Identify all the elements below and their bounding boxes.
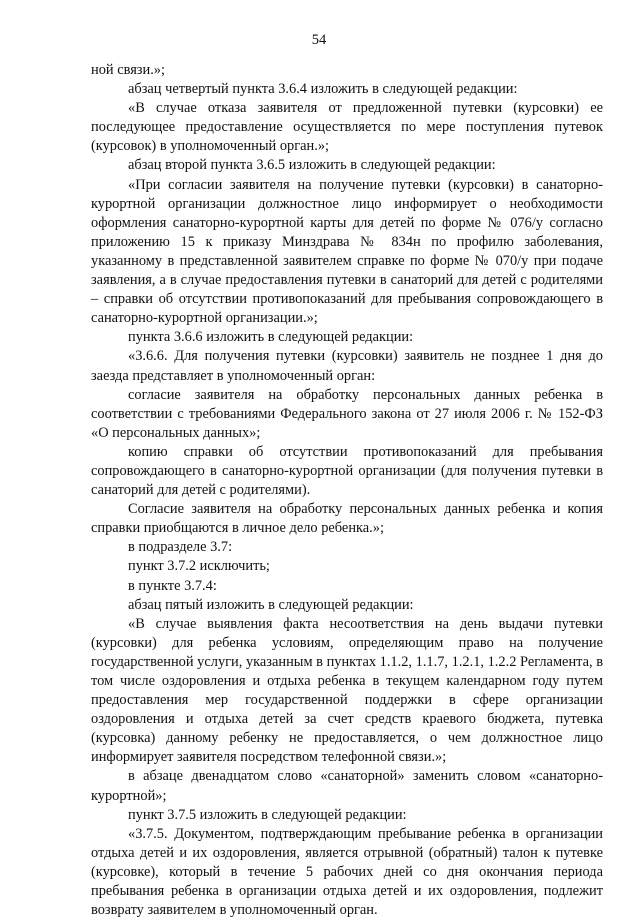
- paragraph: «В случае отказа заявителя от предложенной путевки (курсовки) ее последующее предоставление осуществляется по мере поступления путевок (курсовок) в уполномоченный орган.»;: [91, 100, 603, 155]
- paragraph: в подразделе 3.7:: [128, 539, 233, 556]
- paragraph: в абзаце двенадцатом слово «санаторной» заменить словом «санаторно-курортной»;: [91, 768, 603, 804]
- paragraph: Согласие заявителя на обработку персональных данных ребенка и копия справки приобщаются в личное дело ребенка.»;: [91, 501, 603, 537]
- paragraph: в пункте 3.7.4:: [128, 577, 217, 594]
- paragraph: копию справки об отсутствии противопоказаний для пребывания сопровождающего в санаторно-курортной организации (для получения путевки в санаторий для детей с родителями).: [91, 443, 603, 499]
- paragraph: пункт 3.7.2 исключить;: [128, 558, 270, 575]
- paragraph: «В случае выявления факта несоответствия на день выдачи путевки (курсовки) для ребенка условиям, определяющим право на получение государственной услуги, указанным в пунктах 1.1.2, 1.1.7, 1.2.1, 1.2.2 Регламента, в том числе оздоровления и отдыха ребенка в текущем календарном году путем предоставления мер государственной поддержки в сфере организации оздоровления и отдыха детей за счет средств краевого бюджета, путевка (курсовка) данному ребенку не предоставляется, о чем должностное лицо информирует заявителя посредством телефонной связи.»;: [91, 615, 603, 766]
- document-body: [91, 61, 603, 920]
- paragraph: абзац второй пункта 3.6.5 изложить в следующей редакции:: [128, 157, 496, 174]
- paragraph: «3.7.5. Документом, подтверждающим пребывание ребенка в организации отдыха детей и их оздоровления, является отрывной (обратный) талон к путевке (курсовке), который в течение 5 рабочих дней со дня окончания периода пребывания ребенка в организации отдыха детей и их оздоровления, подлежит возврату заявителем в уполномоченный орган.: [91, 825, 603, 919]
- paragraph: согласие заявителя на обработку персональных данных ребенка в соответствии с требованиями Федерального закона от 27 июля 2006 г. № 152-ФЗ «О персональных данных»;: [91, 386, 603, 441]
- paragraph: ной связи.»;: [91, 62, 165, 78]
- page-number: 54: [311, 32, 327, 48]
- paragraph: «3.6.6. Для получения путевки (курсовки) заявитель не позднее 1 дня до заезда представляет в уполномоченный орган:: [91, 348, 603, 384]
- paragraph: «При согласии заявителя на получение путевки (курсовки) в санаторно-курортной организации должностное лицо информирует о необходимости оформления санаторно-курортной карты для детей по форме № 076/у согласно приложению 15 к приказу Минздрава № 834н по профилю заболевания, указанному в представленной заявителем справке по форме № 070/у при подаче заявления, а в случае предоставления путевки в санаторий для детей с родителями – справки об отсутствии противопоказаний для пребывания сопровождающего в санаторно-курортной организации.»;: [91, 176, 603, 327]
- paragraph: абзац пятый изложить в следующей редакции:: [128, 596, 414, 613]
- paragraph: абзац четвертый пункта 3.6.4 изложить в следующей редакции:: [128, 81, 518, 98]
- paragraph: пункт 3.7.5 изложить в следующей редакции:: [128, 806, 407, 823]
- paragraph: пункта 3.6.6 изложить в следующей редакции:: [128, 329, 414, 346]
